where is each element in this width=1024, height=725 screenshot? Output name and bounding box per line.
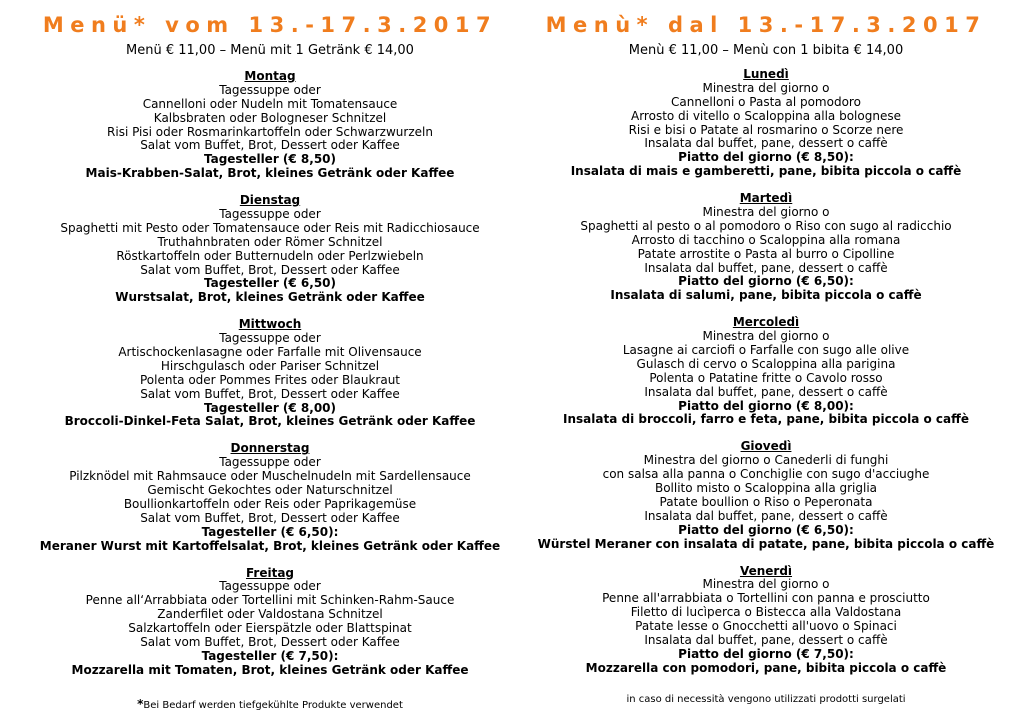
- menu-line: Polenta oder Pommes Frites oder Blaukraut: [139, 372, 401, 387]
- menu-line: Salat vom Buffet, Brot, Dessert oder Kaffee: [140, 138, 400, 153]
- footnote-asterisk: *: [137, 697, 144, 711]
- day-block-montag: [14, 70, 526, 181]
- italian-menu-title: Menù* dal 13.-17.3.2017: [545, 13, 987, 37]
- menu-line: Tagessuppe oder: [219, 455, 321, 470]
- day-block-freitag: [14, 567, 526, 678]
- menu-line: Spaghetti al pesto o al pomodoro o Riso con sugo al radicchio: [580, 218, 952, 233]
- daily-plate-price: Tagesteller (€ 8,00): [203, 400, 337, 415]
- menu-line: Filetto di lucìperca o Bistecca alla Valdostana: [630, 605, 902, 620]
- daily-plate-price: Tagesteller (€ 6,50):: [201, 524, 339, 539]
- menu-line: Risi e bisi o Patate al rosmarino o Scorze nere: [628, 122, 904, 137]
- menu-line: Gulasch di cervo o Scaloppina alla parigina: [636, 356, 896, 371]
- menu-line: Lasagne ai carciofi o Farfalle con sugo alle olive: [622, 343, 910, 358]
- daily-plate-dish: Mozzarella mit Tomaten, Brot, kleines Getränk oder Kaffee: [71, 662, 469, 677]
- daily-plate-dish: Insalata di broccoli, farro e feta, pane, bibita piccola o caffè: [563, 412, 969, 427]
- menu-line: Tagessuppe oder: [219, 331, 321, 346]
- daily-plate-dish: Insalata di salumi, pane, bibita piccola o caffè: [610, 288, 922, 303]
- daily-plate-price: Piatto del giorno (€ 8,00):: [678, 398, 854, 413]
- italian-menu-column: [512, 0, 1020, 689]
- menu-line: Minestra del giorno o: [702, 329, 830, 344]
- menu-line: Salat vom Buffet, Brot, Dessert oder Kaffee: [140, 510, 400, 525]
- german-footnote: [14, 697, 526, 711]
- menu-line: Minestra del giorno o: [702, 205, 830, 220]
- daily-plate-price: Tagesteller (€ 7,50):: [201, 648, 339, 663]
- menu-line: Tagessuppe oder: [219, 82, 321, 97]
- day-name: Lunedì: [743, 67, 789, 81]
- menu-line: Salat vom Buffet, Brot, Dessert oder Kaffee: [140, 262, 400, 277]
- daily-plate-dish: Meraner Wurst mit Kartoffelsalat, Brot, kleines Getränk oder Kaffee: [39, 538, 501, 553]
- menu-line: Minestra del giorno o: [702, 577, 830, 592]
- menu-line: Insalata dal buffet, pane, dessert o caffè: [644, 136, 888, 151]
- menu-line: Insalata dal buffet, pane, dessert o caffè: [644, 632, 888, 647]
- daily-plate-price: Piatto del giorno (€ 8,50):: [678, 150, 854, 165]
- menu-line: Tagessuppe oder: [219, 579, 321, 594]
- menu-line: Insalata dal buffet, pane, dessert o caffè: [644, 508, 888, 523]
- menu-line: Boullionkartoffeln oder Reis oder Paprikagemüse: [123, 496, 417, 511]
- menu-line: Salzkartoffeln oder Eierspätzle oder Blattspinat: [128, 621, 412, 636]
- day-name: Mercoledì: [732, 315, 800, 330]
- menu-line: Insalata dal buffet, pane, dessert o caffè: [644, 384, 888, 399]
- menu-line: Penne all‘Arrabbiata oder Tortellini mit Schinken-Rahm-Sauce: [85, 593, 455, 608]
- menu-line: Zanderfilet oder Valdostana Schnitzel: [157, 607, 383, 622]
- italian-day-list: [512, 68, 1020, 676]
- daily-plate-dish: Broccoli-Dinkel-Feta Salat, Brot, kleines Getränk oder Kaffee: [64, 414, 476, 429]
- menu-line: Truthahnbraten oder Römer Schnitzel: [157, 234, 383, 249]
- menu-line: Patate arrostite o Pasta al burro o Cipolline: [637, 246, 895, 261]
- menu-line: Salat vom Buffet, Brot, Dessert oder Kaffee: [140, 634, 400, 649]
- daily-plate-price: Piatto del giorno (€ 6,50):: [678, 274, 854, 289]
- day-block-giovedi: [512, 440, 1020, 551]
- menu-line: Patate boullion o Riso o Peperonata: [659, 494, 873, 509]
- menu-line: Arrosto di vitello o Scaloppina alla bolognese: [631, 108, 901, 123]
- day-block-mercoledi: [512, 316, 1020, 427]
- day-name: Mittwoch: [238, 317, 302, 332]
- day-name: Donnerstag: [230, 441, 310, 456]
- german-menu-price: Menü € 11,00 – Menü mit 1 Getränk € 14,00: [126, 43, 414, 58]
- menu-line: Insalata dal buffet, pane, dessert o caffè: [644, 260, 888, 275]
- menu-line: Röstkartoffeln oder Butternudeln oder Perlzwiebeln: [116, 248, 424, 263]
- daily-plate-price: Piatto del giorno (€ 6,50):: [678, 522, 854, 537]
- day-name: Martedì: [739, 191, 793, 206]
- day-name: Dienstag: [239, 193, 301, 208]
- menu-line: Hirschgulasch oder Pariser Schnitzel: [160, 358, 380, 373]
- menu-line: Risi Pisi oder Rosmarinkartoffeln oder Schwarzwurzeln: [107, 124, 433, 139]
- day-name: Venerdì: [739, 563, 793, 578]
- menu-line: Arrosto di tacchino o Scaloppina alla romana: [631, 232, 901, 247]
- german-menu-title: Menü* vom 13.-17.3.2017: [42, 13, 498, 37]
- day-block-venerdi: [512, 565, 1020, 676]
- menu-line: Cannelloni o Pasta al pomodoro: [671, 94, 861, 109]
- menu-line: Salat vom Buffet, Brot, Dessert oder Kaffee: [140, 386, 400, 401]
- day-name: Montag: [244, 69, 296, 83]
- day-block-mittwoch: [14, 318, 526, 429]
- menu-line: Gemischt Gekochtes oder Naturschnitzel: [147, 483, 393, 498]
- daily-plate-dish: Würstel Meraner con insalata di patate, pane, bibita piccola o caffè: [537, 536, 995, 551]
- menu-line: Minestra del giorno o: [702, 80, 830, 95]
- menu-line: Polenta o Patatine fritte o Cavolo rosso: [649, 370, 883, 385]
- menu-line: Cannelloni oder Nudeln mit Tomatensauce: [142, 96, 398, 111]
- menu-line: Bollito misto o Scaloppina alla griglia: [654, 481, 878, 496]
- menu-line: Pilzknödel mit Rahmsauce oder Muschelnudeln mit Sardellensauce: [69, 469, 471, 484]
- daily-plate-dish: Mozzarella con pomodori, pane, bibita piccola o caffè: [585, 660, 947, 675]
- italian-footnote: in caso di necessità vengono utilizzati prodotti surgelati: [626, 694, 906, 705]
- day-block-martedi: [512, 192, 1020, 303]
- daily-plate-price: Piatto del giorno (€ 7,50):: [678, 646, 854, 661]
- italian-menu-price: Menù € 11,00 – Menù con 1 bibita € 14,00: [628, 43, 904, 58]
- menu-line: Minestra del giorno o Canederli di funghi: [643, 453, 889, 468]
- day-block-lunedi: [512, 68, 1020, 179]
- daily-plate-dish: Wurstsalat, Brot, kleines Getränk oder Kaffee: [115, 290, 425, 305]
- menu-line: Tagessuppe oder: [219, 207, 321, 222]
- menu-line: Penne all'arrabbiata o Tortellini con panna e prosciutto: [602, 591, 930, 606]
- day-name: Giovedì: [740, 439, 792, 454]
- day-name: Freitag: [245, 565, 295, 580]
- menu-line: Kalbsbraten oder Bologneser Schnitzel: [153, 110, 387, 125]
- menu-line: Spaghetti mit Pesto oder Tomatensauce oder Reis mit Radicchiosauce: [60, 220, 480, 235]
- german-menu-column: [14, 0, 526, 691]
- german-footnote-text: Bei Bedarf werden tiefgekühlte Produkte verwendet: [143, 700, 403, 711]
- daily-plate-price: Tagesteller (€ 8,50): [203, 152, 337, 167]
- day-block-dienstag: [14, 194, 526, 305]
- daily-plate-dish: Mais-Krabben-Salat, Brot, kleines Getränk oder Kaffee: [85, 166, 455, 181]
- german-day-list: [14, 70, 526, 678]
- menu-line: Patate lesse o Gnocchetti all'uovo o Spinaci: [635, 619, 897, 634]
- menu-line: Artischockenlasagne oder Farfalle mit Olivensauce: [118, 345, 422, 360]
- daily-plate-dish: Insalata di mais e gamberetti, pane, bibita piccola o caffè: [570, 164, 962, 179]
- menu-line: con salsa alla panna o Conchiglie con sugo d'acciughe: [602, 467, 930, 482]
- day-block-donnerstag: [14, 442, 526, 553]
- daily-plate-price: Tagesteller (€ 6,50): [203, 276, 337, 291]
